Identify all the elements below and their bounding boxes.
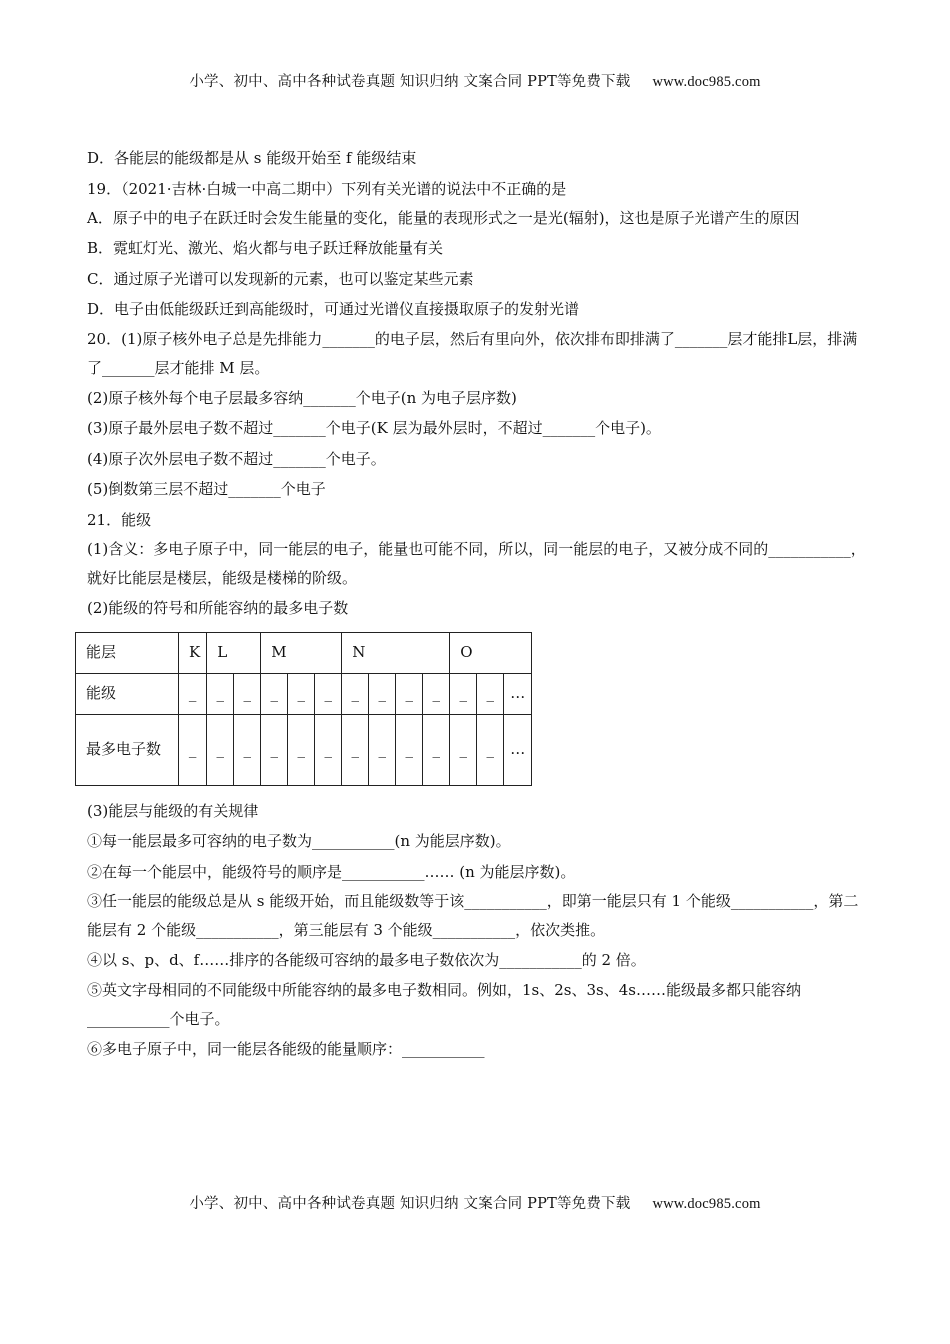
electron-blank: _ — [450, 714, 477, 785]
level-blank: _ — [315, 673, 342, 714]
table-row-max-electrons — [76, 714, 532, 785]
shell-l: L — [207, 632, 261, 673]
electron-ellipsis: … — [504, 714, 532, 785]
electron-blank: _ — [396, 714, 423, 785]
q19-option-a: A．原子中的电子在跃迁时会发生能量的变化，能量的表现形式之一是光(辐射)，这也是原子光谱产生的原因 — [87, 209, 800, 227]
header-text: 小学、初中、高中各种试卷真题 知识归纳 文案合同 PPT等免费下载 — [189, 74, 631, 90]
question-20-part-5: (5)倒数第三层不超过_______个电子 — [87, 480, 326, 498]
table-row-shells — [76, 632, 532, 673]
electron-blank: _ — [423, 714, 450, 785]
question-20-part-4: (4)原子次外层电子数不超过_______个电子。 — [87, 449, 386, 468]
rule-1: ①每一能层最多可容纳的电子数为___________(n 为能层序数)。 — [87, 832, 511, 850]
level-blank: _ — [342, 673, 369, 714]
question-19: 19．（2021·吉林·白城一中高二期中）下列有关光谱的说法中不正确的是 — [87, 179, 567, 198]
rule-6: ⑥多电子原子中，同一能层各能级的能量顺序：___________ — [87, 1039, 485, 1058]
level-blank: _ — [369, 673, 396, 714]
page-header — [0, 70, 950, 91]
q19-option-d: D．电子由低能级跃迁到高能级时，可通过光谱仪直接摄取原子的发射光谱 — [87, 300, 580, 318]
question-20-part-1: 20．(1)原子核外电子总是先排能力_______的电子层，然后有里向外，依次排布即排满了_______层才能排L层，排满了_______层才能排 M 层。 — [87, 329, 858, 377]
level-blank: _ — [396, 673, 423, 714]
level-blank: _ — [234, 673, 261, 714]
page-footer — [0, 1192, 950, 1213]
electron-blank: _ — [342, 714, 369, 785]
electron-blank: _ — [261, 714, 288, 785]
q19-option-c: C．通过原子光谱可以发现新的元素，也可以鉴定某些元素 — [87, 269, 474, 288]
level-blank: _ — [207, 673, 234, 714]
rule-3: ③任一能层的能级总是从 s 能级开始，而且能级数等于该___________，即第一能层只有 1 个能级___________，第二能层有 2 个能级___________，第三能层有 3 个能级___________，依次类推。 — [87, 892, 859, 939]
shell-m: M — [261, 632, 342, 673]
rule-5: ⑤英文字母相同的不同能级中所能容纳的最多电子数相同。例如，1s、2s、3s、4s……能级最多都只能容纳___________个电子。 — [87, 980, 801, 1028]
question-21: 21．能级 — [87, 510, 152, 529]
rule-2: ②在每一个能层中，能级符号的顺序是___________…… (n 为能层序数)。 — [87, 862, 576, 881]
footer-site: www.doc985.com — [652, 1196, 761, 1212]
electron-blank: _ — [207, 714, 234, 785]
level-blank: _ — [179, 673, 207, 714]
header-site: www.doc985.com — [652, 74, 761, 90]
electron-blank: _ — [234, 714, 261, 785]
level-blank: _ — [261, 673, 288, 714]
q19-option-b: B．霓虹灯光、激光、焰火都与电子跃迁释放能量有关 — [87, 239, 444, 257]
level-blank: _ — [288, 673, 315, 714]
energy-level-table — [75, 632, 532, 786]
row-label-level: 能级 — [76, 673, 179, 714]
shell-k: K — [179, 632, 207, 673]
rule-4: ④以 s、p、d、f……排序的各能级可容纳的最多电子数依次为___________的 2 倍。 — [87, 951, 646, 969]
row-label-shell: 能层 — [76, 632, 179, 673]
shell-o: O — [450, 632, 532, 673]
question-20-part-2: (2)原子核外每个电子层最多容纳_______个电子(n 为电子层序数) — [87, 388, 517, 407]
level-blank: _ — [450, 673, 477, 714]
electron-blank: _ — [315, 714, 342, 785]
q18-option-d: D．各能层的能级都是从 s 能级开始至 f 能级结束 — [87, 149, 417, 167]
document-body — [87, 143, 867, 1064]
row-label-max-electrons: 最多电子数 — [76, 714, 179, 785]
level-ellipsis: … — [504, 673, 532, 714]
question-21-part-3: (3)能层与能级的有关规律 — [87, 801, 259, 820]
electron-blank: _ — [288, 714, 315, 785]
level-blank: _ — [423, 673, 450, 714]
electron-blank: _ — [477, 714, 504, 785]
question-21-part-1: (1)含义：多电子原子中，同一能层的电子，能量也可能不同，所以，同一能层的电子，又被分成不同的___________，就好比能层是楼层，能级是楼梯的阶级。 — [87, 540, 866, 587]
electron-blank: _ — [369, 714, 396, 785]
level-blank: _ — [477, 673, 504, 714]
shell-n: N — [342, 632, 450, 673]
electron-blank: _ — [179, 714, 207, 785]
footer-text: 小学、初中、高中各种试卷真题 知识归纳 文案合同 PPT等免费下载 — [189, 1196, 631, 1212]
question-20-part-3: (3)原子最外层电子数不超过_______个电子(K 层为最外层时，不超过_______个电子)。 — [87, 419, 661, 437]
table-row-levels — [76, 673, 532, 714]
question-21-part-2: (2)能级的符号和所能容纳的最多电子数 — [87, 599, 349, 617]
